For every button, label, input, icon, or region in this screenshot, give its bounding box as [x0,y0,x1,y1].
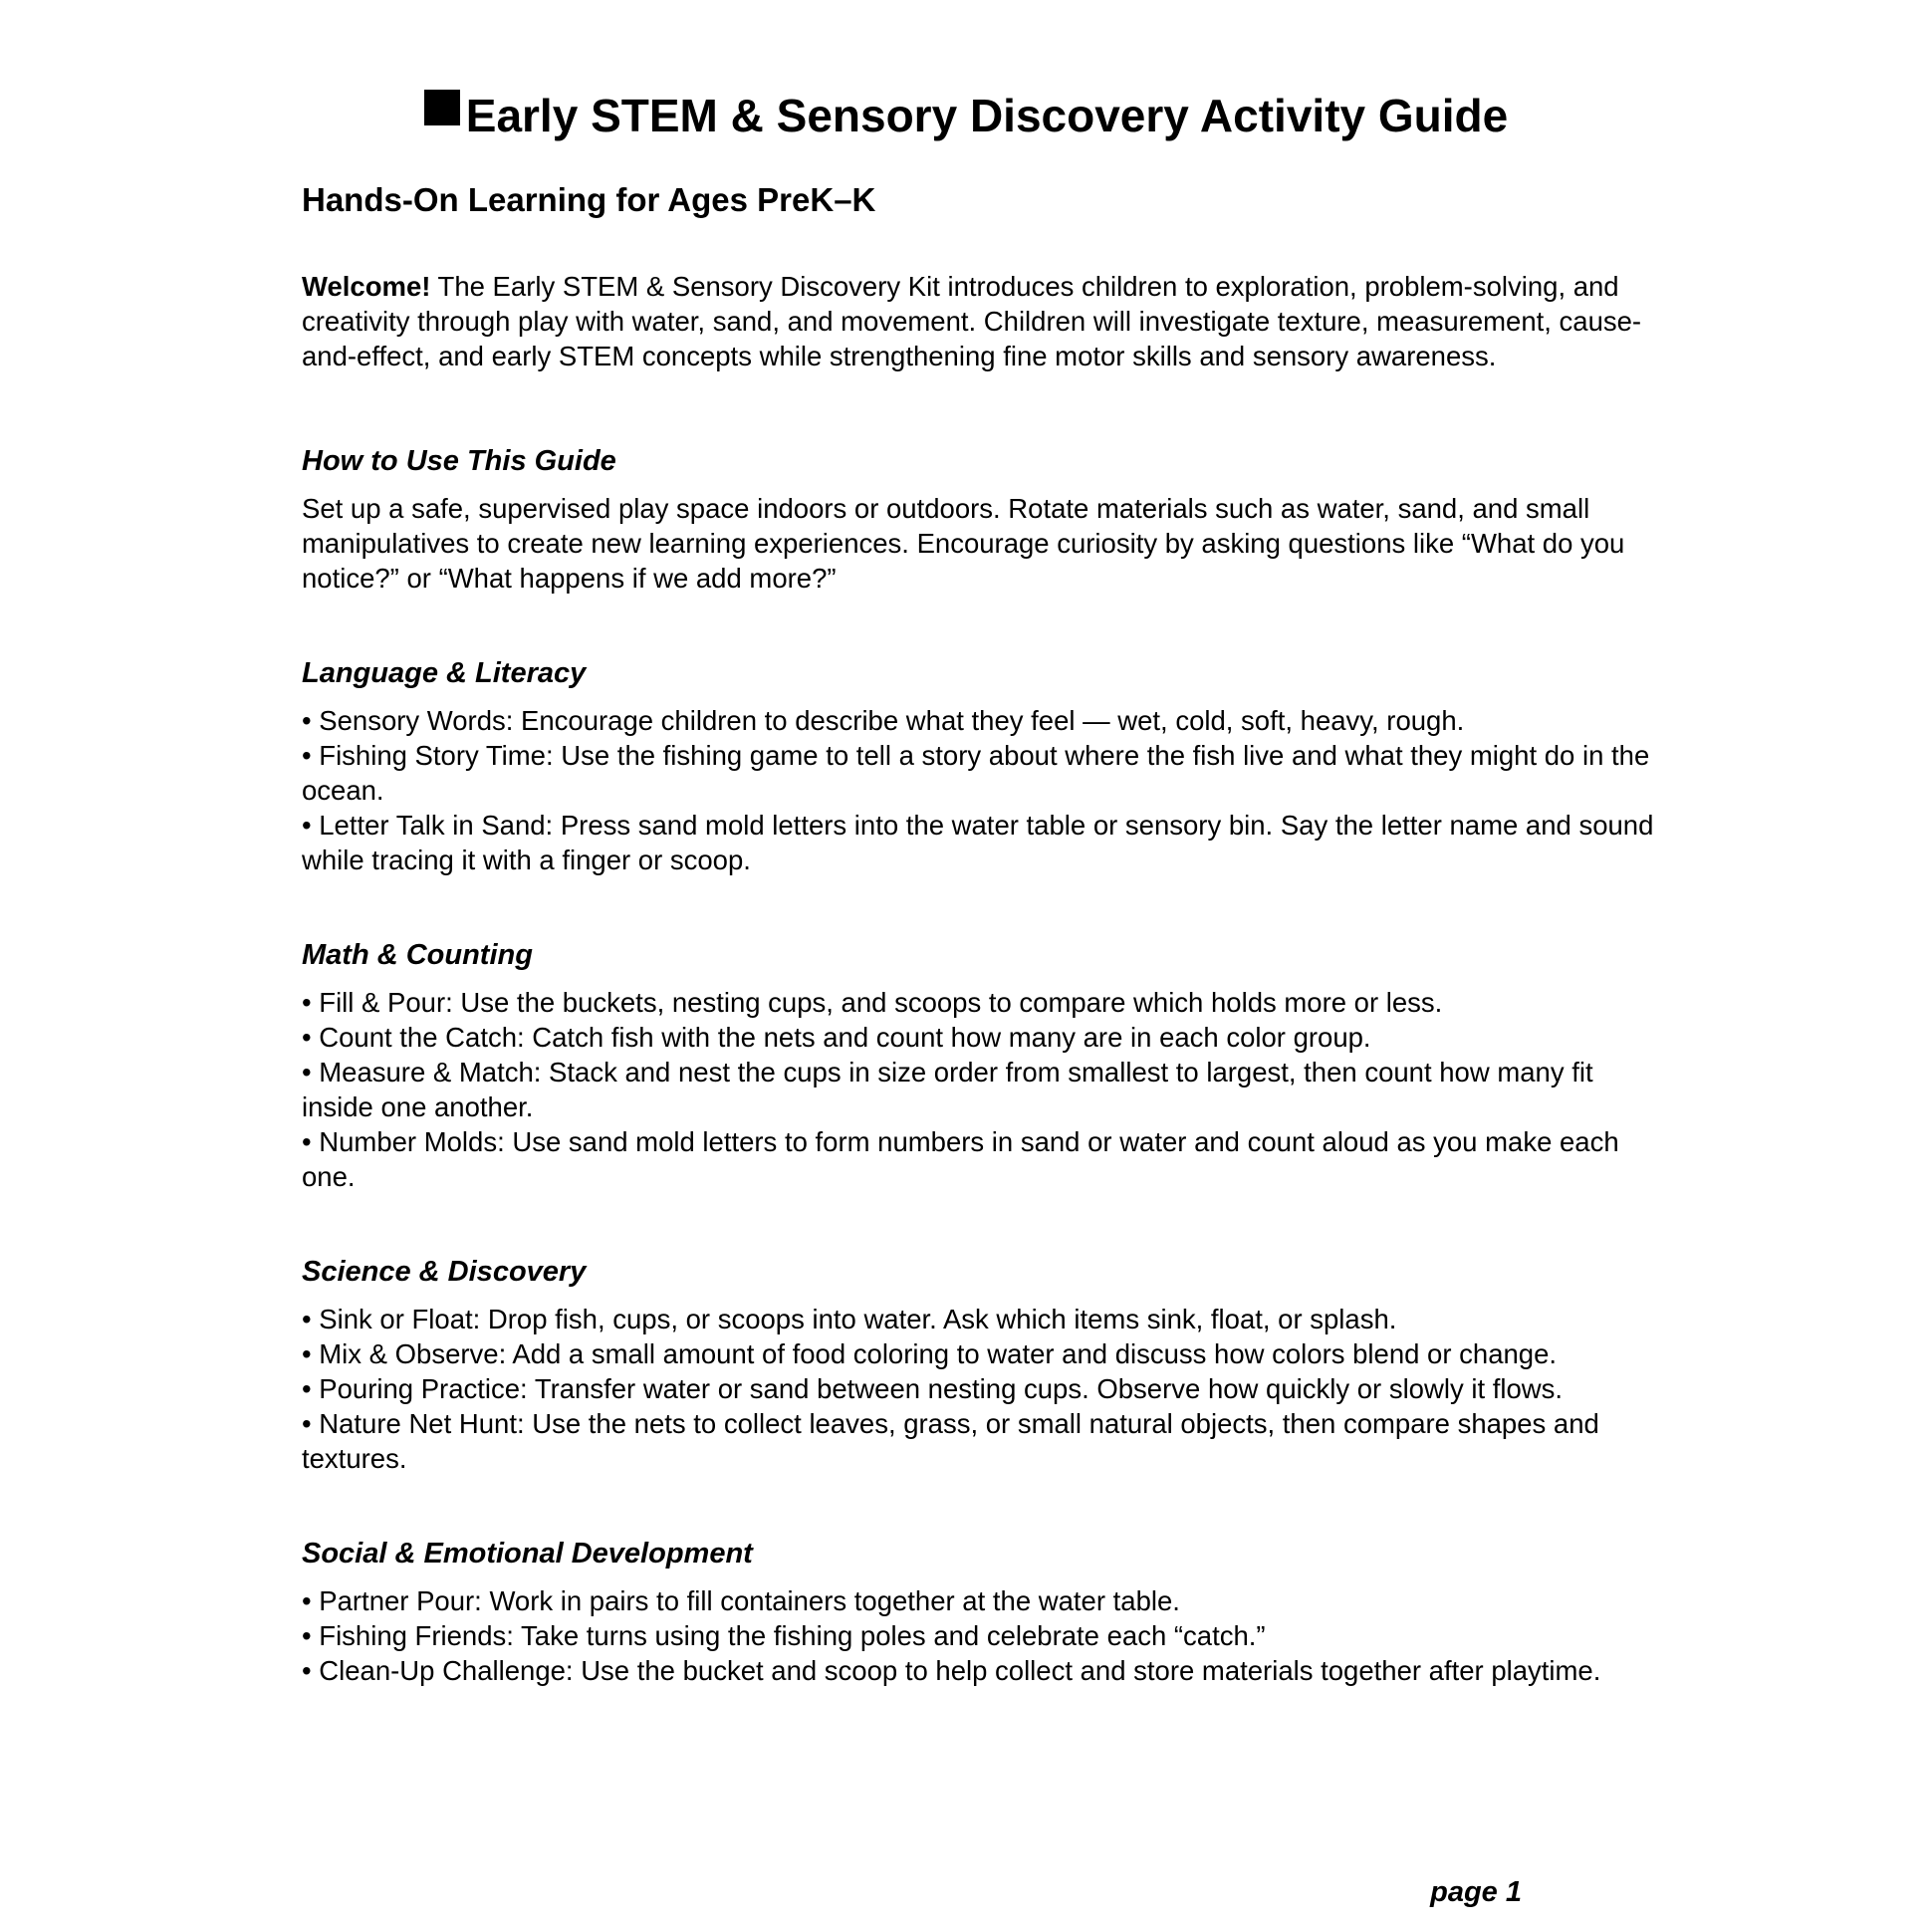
list-item: • Measure & Match: Stack and nest the cups in size order from smallest to largest, then count how many fit inside one another. [302,1057,1593,1122]
list-item: • Count the Catch: Catch fish with the nets and count how many are in each color group. [302,1022,1371,1053]
page-content [302,177,1666,1688]
page-subtitle: Hands-On Learning for Ages PreK–K [302,181,876,218]
intro-lead: Welcome! [302,271,431,302]
section-paragraph: Set up a safe, supervised play space indoors or outdoors. Rotate materials such as water, sand, and small manipulatives to create new learning experiences. Encourage curiosity by asking questions like “What do you notice?” or “What happens if we add more?” [302,493,1625,594]
list-item: • Fishing Friends: Take turns using the fishing poles and celebrate each “catch.” [302,1620,1266,1651]
list-item: • Nature Net Hunt: Use the nets to collect leaves, grass, or small natural objects, then compare shapes and textures. [302,1408,1599,1474]
list-item: • Fishing Story Time: Use the fishing game to tell a story about where the fish live and what they might do in the ocean. [302,740,1650,806]
bullet-list [302,1583,1666,1688]
black-square-icon [424,90,460,125]
list-item: • Fill & Pour: Use the buckets, nesting cups, and scoops to compare which holds more or less. [302,987,1443,1018]
bullet-list [302,1302,1666,1476]
list-item: • Pouring Practice: Transfer water or sand between nesting cups. Observe how quickly or slowly it flows. [302,1373,1564,1404]
list-item: • Number Molds: Use sand mold letters to form numbers in sand or water and count aloud as you make each one. [302,1126,1619,1192]
list-item: • Mix & Observe: Add a small amount of food coloring to water and discuss how colors blend or change. [302,1338,1558,1369]
section-heading: Language & Literacy [302,657,587,689]
list-item: • Letter Talk in Sand: Press sand mold letters into the water table or sensory bin. Say the letter name and sound while tracing it with a finger or scoop. [302,810,1654,875]
section-heading: Math & Counting [302,939,533,971]
page-title [0,86,1932,145]
bullet-list [302,703,1666,877]
section-heading: How to Use This Guide [302,445,616,477]
bullet-list [302,985,1666,1194]
page-title-text: Early STEM & Sensory Discovery Activity Guide [465,90,1509,141]
section-heading: Social & Emotional Development [302,1538,753,1570]
section-math-counting [302,935,1666,1194]
section-heading: Science & Discovery [302,1256,587,1288]
list-item: • Partner Pour: Work in pairs to fill containers together at the water table. [302,1585,1180,1616]
section-how-to-use [302,441,1666,596]
intro-text: The Early STEM & Sensory Discovery Kit introduces children to exploration, problem-solving, and creativity through play with water, sand, and movement. Children will investigate texture, measurement, cause-and-effect, and early STEM concepts while strengthening fine motor skills and sensory awareness. [302,271,1642,371]
page-number: page 1 [1430,1876,1522,1908]
intro-paragraph [302,269,1666,373]
list-item: • Clean-Up Challenge: Use the bucket and scoop to help collect and store materials together after playtime. [302,1655,1601,1686]
list-item: • Sensory Words: Encourage children to describe what they feel — wet, cold, soft, heavy, rough. [302,705,1465,736]
section-social-emotional [302,1534,1666,1688]
list-item: • Sink or Float: Drop fish, cups, or scoops into water. Ask which items sink, float, or splash. [302,1304,1397,1334]
section-science-discovery [302,1252,1666,1476]
section-language-literacy [302,653,1666,877]
